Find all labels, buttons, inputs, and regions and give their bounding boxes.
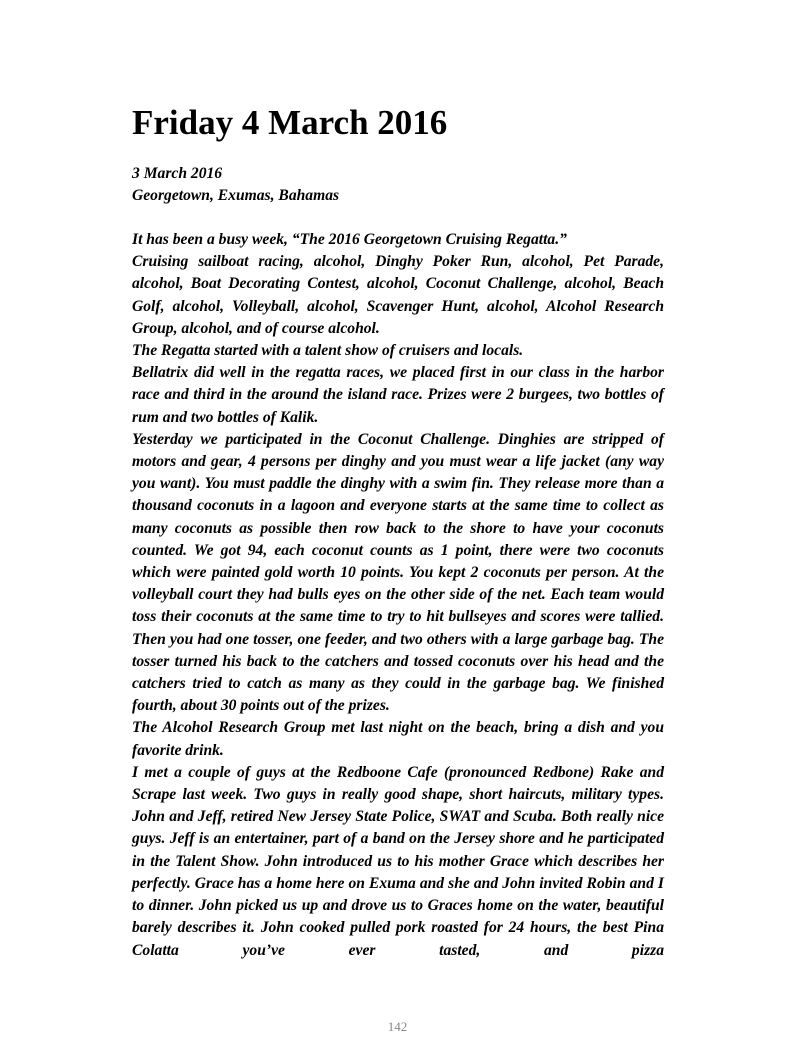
paragraph: The Regatta started with a talent show of cruisers and locals. <box>132 342 524 360</box>
entry-body <box>132 229 664 962</box>
entry-location: Georgetown, Exumas, Bahamas <box>132 187 340 205</box>
entry-date: 3 March 2016 <box>132 165 223 182</box>
entry-header <box>132 163 663 207</box>
paragraph: It has been a busy week, “The 2016 Georgetown Cruising Regatta.” <box>132 231 567 248</box>
paragraph: Yesterday we participated in the Coconut Challenge. Dinghies are stripped of motors and gear, 4 persons per dinghy and you must wear a life jacket (any way you want). You must paddle the dinghy with a swim fin. They release more than a thousand coconuts in a lagoon and everyone starts at the same time to collect as many coconuts as possible then row back to the shore to have your coconuts counted. We got 94, each coconut counts as 1 point, there were two coconuts which were painted gold worth 10 points. You kept 2 coconuts per person. At the volleyball court they had bulls eyes on the other side of the net. Each team would toss their coconuts at the same time to try to hit bullseyes and scores were tallied. Then you had one tosser, one feeder, and two others with a large garbage bag. The tosser turned his back to the catchers and tossed coconuts over his head and the catchers tried to catch as many as they could in the garbage bag. We finished fourth, about 30 points out of the prizes. <box>132 430 664 715</box>
page-number: 142 <box>387 1019 408 1034</box>
paragraph: The Alcohol Research Group met last night on the beach, bring a dish and you favorite drink. <box>132 719 664 759</box>
page-title: Friday 4 March 2016 <box>132 103 448 142</box>
paragraph: Bellatrix did well in the regatta races, we placed first in our class in the harbor race and third in the around the island race. Prizes were 2 burgees, two bottles of rum and two bottles of Kalik. <box>132 364 664 426</box>
paragraph-continued: I met a couple of guys at the Redboone Cafe (pronounced Redbone) Rake and Scrape last week. Two guys in really good shape, short haircuts, military types. John and Jeff, retired New Jersey State Police, SWAT and Scuba. Both really nice guys. Jeff is an entertainer, part of a band on the Jersey shore and he participated in the Talent Show. John introduced us to his mother Grace which describes her perfectly. Grace has a home here on Exuma and she and John invited Robin and I to dinner. John picked us up and drove us to Graces home on the water, beautiful barely describes it. John cooked pulled pork roasted for 24 hours, the best Pina Colatta you’ve ever tasted, and pizza <box>132 763 664 959</box>
paragraph: Cruising sailboat racing, alcohol, Dinghy Poker Run, alcohol, Pet Parade, alcohol, Boat Decorating Contest, alcohol, Coconut Challenge, alcohol, Beach Golf, alcohol, Volleyball, alcohol, Scavenger Hunt, alcohol, Alcohol Research Group, alcohol, and of course alcohol. <box>132 253 664 337</box>
